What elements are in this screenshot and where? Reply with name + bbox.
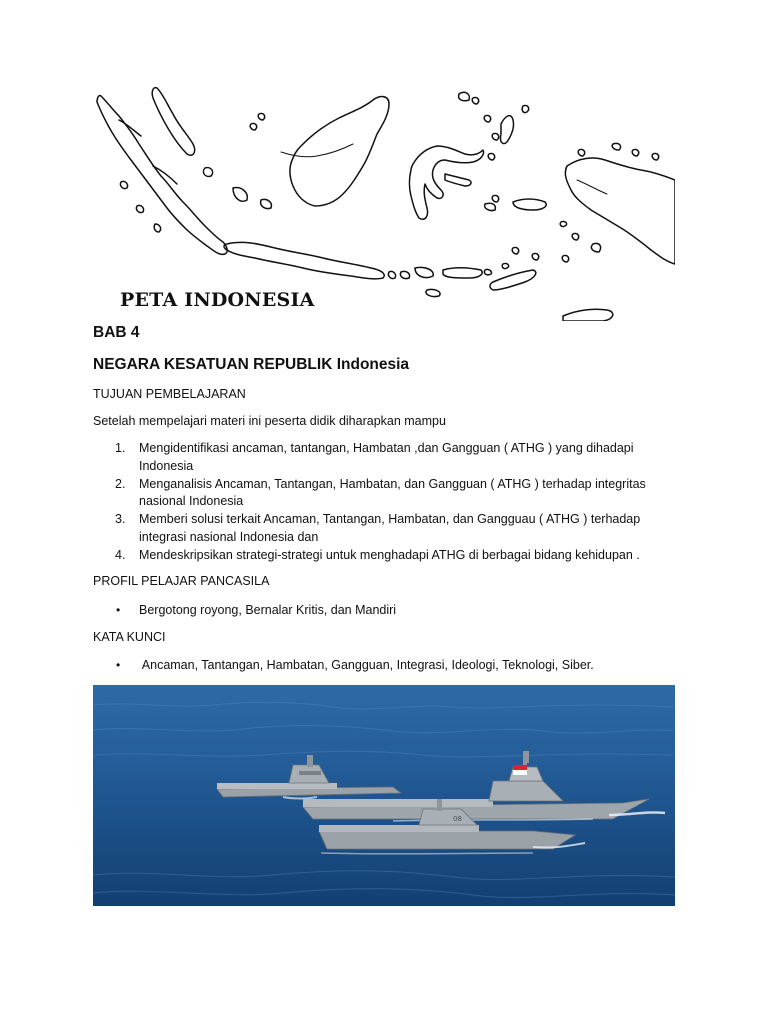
island-small — [472, 97, 478, 104]
papua-island — [565, 158, 675, 264]
keywords-bullet-item — [116, 657, 594, 674]
navy-ships-photo — [93, 685, 675, 906]
island-small — [560, 221, 566, 226]
island-buru — [485, 203, 496, 210]
papua-detail — [577, 180, 607, 194]
island-small — [136, 205, 143, 212]
list-item — [93, 440, 683, 476]
island-small — [203, 168, 212, 177]
indonesia-map-outline — [93, 84, 675, 321]
list-item-number: 3. — [115, 512, 126, 527]
learning-goals-list — [93, 440, 683, 565]
island-small — [488, 153, 494, 160]
profile-item-text: Bergotong royong, Bernalar Kritis, dan Mandiri — [139, 603, 397, 617]
malay-peninsula — [152, 88, 194, 156]
island-seram — [513, 199, 546, 210]
learning-goals-heading: TUJUAN PEMBELAJARAN — [93, 387, 246, 401]
ship-hull-number: 08 — [453, 815, 462, 823]
island-small — [578, 149, 584, 156]
list-item-number: 1. — [115, 441, 126, 455]
island-small — [250, 123, 256, 130]
keywords-heading: KATA KUNCI — [93, 630, 166, 644]
island-timor — [490, 270, 536, 290]
sulawesi-island — [410, 146, 484, 219]
flag-icon — [513, 765, 527, 770]
map-caption: PETA INDONESIA — [120, 289, 315, 311]
learning-goals-intro: Setelah mempelajari materi ini peserta didik diharapkan mampu — [93, 414, 446, 428]
island-lombok — [400, 271, 409, 278]
island-small — [562, 255, 568, 262]
island-small — [502, 263, 508, 268]
list-item-line: Memberi solusi terkait Ancaman, Tantangan, Hambatan, dan Gangguau ( ATHG ) terhadap — [139, 512, 641, 527]
island-small — [512, 247, 518, 254]
list-item — [93, 511, 683, 547]
profile-heading: PROFIL PELAJAR PANCASILA — [93, 574, 270, 588]
island-small — [563, 309, 613, 321]
indonesia-map-figure — [93, 84, 675, 321]
island-small — [459, 92, 470, 100]
island-belitung — [261, 199, 272, 208]
sulawesi-arm — [445, 174, 471, 186]
bullet-icon: • — [116, 658, 121, 672]
island-small — [522, 105, 528, 112]
island-small — [572, 233, 578, 240]
island-halmahera — [500, 116, 513, 144]
chapter-title: NEGARA KESATUAN REPUBLIK Indonesia — [93, 356, 410, 373]
list-item-number: 4. — [115, 547, 126, 562]
island-small — [532, 253, 538, 260]
java-island — [224, 242, 384, 278]
bullet-icon: • — [116, 603, 121, 617]
list-item-line: Menganalisis Ancaman, Tantangan, Hambatan, dan Gangguan ( ATHG ) terhadap integritas — [139, 476, 646, 491]
list-item — [93, 547, 683, 565]
island-sumba — [426, 289, 440, 296]
island-small — [652, 153, 658, 160]
sea-background — [93, 685, 675, 906]
island-small — [484, 115, 490, 122]
island-small — [632, 149, 638, 156]
island-small — [258, 113, 264, 120]
list-item-line: Mendeskripsikan strategi-strategi untuk menghadapi ATHG di berbagai bidang kehidupan . — [139, 547, 640, 562]
keywords-item-text: Ancaman, Tantangan, Hambatan, Gangguan, Integrasi, Ideologi, Teknologi, Siber. — [139, 658, 594, 672]
list-item-number: 2. — [115, 476, 126, 491]
list-item-line: nasional Indonesia — [139, 494, 244, 509]
list-item-line: integrasi nasional Indonesia dan — [139, 529, 319, 544]
kalimantan-island — [290, 97, 389, 206]
island-sumbawa — [415, 267, 433, 277]
kalimantan-border — [281, 144, 353, 157]
island-small — [591, 243, 600, 252]
island-small — [120, 181, 127, 188]
island-flores — [443, 268, 482, 278]
island-small — [154, 224, 160, 232]
profile-bullet-item — [116, 602, 396, 619]
navy-ships-illustration — [93, 685, 675, 906]
island-small — [612, 143, 620, 150]
island-bali — [388, 271, 395, 278]
sumatra-island — [97, 95, 227, 254]
island-small — [492, 195, 498, 202]
list-item-line: Mengidentifikasi ancaman, tantangan, Hambatan ,dan Gangguan ( ATHG ) yang dihadapi — [139, 441, 634, 455]
island-bangka — [233, 188, 247, 202]
list-item — [93, 476, 683, 512]
island-small — [492, 133, 498, 140]
chapter-label: BAB 4 — [93, 324, 140, 341]
island-small — [484, 269, 491, 274]
list-item-line: Indonesia — [139, 458, 194, 473]
